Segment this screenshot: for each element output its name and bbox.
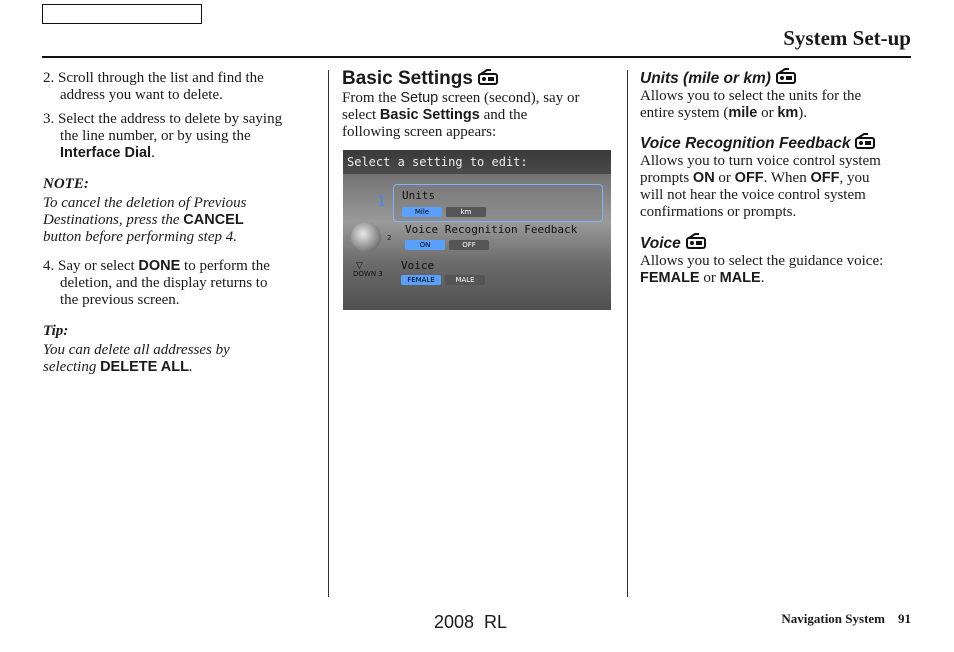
screen-row-units-label: Units — [402, 189, 436, 202]
screen-mile-option[interactable]: Mile — [402, 207, 442, 217]
header-rule — [42, 56, 911, 58]
voice-command-icon — [477, 69, 501, 87]
screen-km-option[interactable]: km — [446, 207, 486, 217]
basic-settings-screen-image — [343, 150, 611, 310]
note-heading: NOTE: — [43, 176, 89, 192]
interface-dial-graphic — [351, 222, 381, 252]
screen-header: Select a setting to edit: — [343, 150, 611, 174]
screen-row-voice-feedback[interactable] — [393, 220, 599, 254]
screen-female-option[interactable]: FEMALE — [401, 275, 441, 285]
step-4: 4. Say or select DONE to perform the deletion, and the display returns to the previous screen. — [43, 258, 270, 308]
footer-page-label: Navigation System 91 — [781, 611, 911, 626]
screen-row-voice[interactable] — [393, 256, 599, 288]
page-number: 91 — [898, 611, 911, 626]
screen-page-number: 1 — [377, 194, 386, 210]
step-3: 3. Select the address to delete by saying the line number, or by using the Interface Dial. — [43, 111, 283, 161]
column-2 — [342, 68, 617, 141]
screen-row-voice-label: Voice — [401, 259, 435, 272]
tip-text: You can delete all addresses by selecting DELETE ALL. — [43, 342, 230, 375]
down-arrow-icon: ▽ — [356, 260, 363, 270]
column-3 — [640, 68, 915, 287]
voice-feedback-text: Allows you to turn voice control system prompts ON or OFF. When OFF, you will not hear the voice control system confirmations or prompts. — [640, 153, 881, 220]
screen-down-label: DOWN 3 — [353, 270, 383, 278]
units-text: Allows you to select the units for the entire system (mile or km). — [640, 88, 862, 121]
voice-command-icon — [854, 133, 878, 151]
column-divider-2 — [627, 70, 628, 597]
voice-command-icon — [775, 68, 799, 86]
screen-row-units[interactable] — [393, 184, 603, 222]
column-1 — [43, 70, 318, 376]
screen-off-option[interactable]: OFF — [449, 240, 489, 250]
header-tab-box — [42, 4, 202, 24]
tip-heading: Tip: — [43, 323, 69, 339]
footer-model: 2008 RL — [434, 612, 508, 632]
units-heading: Units (mile or km) — [640, 68, 915, 88]
screen-on-option[interactable]: ON — [405, 240, 445, 250]
voice-command-icon — [685, 233, 709, 251]
screen-row-feedback-label: Voice Recognition Feedback — [405, 223, 578, 236]
step-2: 2. Scroll through the list and find the address you want to delete. — [43, 70, 264, 103]
note-text: To cancel the deletion of Previous Destinations, press the CANCEL button before performing step 4. — [43, 195, 247, 245]
voice-feedback-heading: Voice Recognition Feedback — [640, 133, 915, 153]
screen-male-option[interactable]: MALE — [445, 275, 485, 285]
basic-settings-heading: Basic Settings — [342, 68, 617, 90]
screen-side-2: 2 — [387, 234, 392, 242]
voice-heading: Voice — [640, 233, 915, 253]
page-title: System Set-up — [783, 26, 911, 50]
column-divider-1 — [328, 70, 329, 597]
basic-settings-text: From the Setup screen (second), say or select Basic Settings and the following screen appears: — [342, 90, 580, 140]
voice-text: Allows you to select the guidance voice: FEMALE or MALE. — [640, 253, 884, 286]
